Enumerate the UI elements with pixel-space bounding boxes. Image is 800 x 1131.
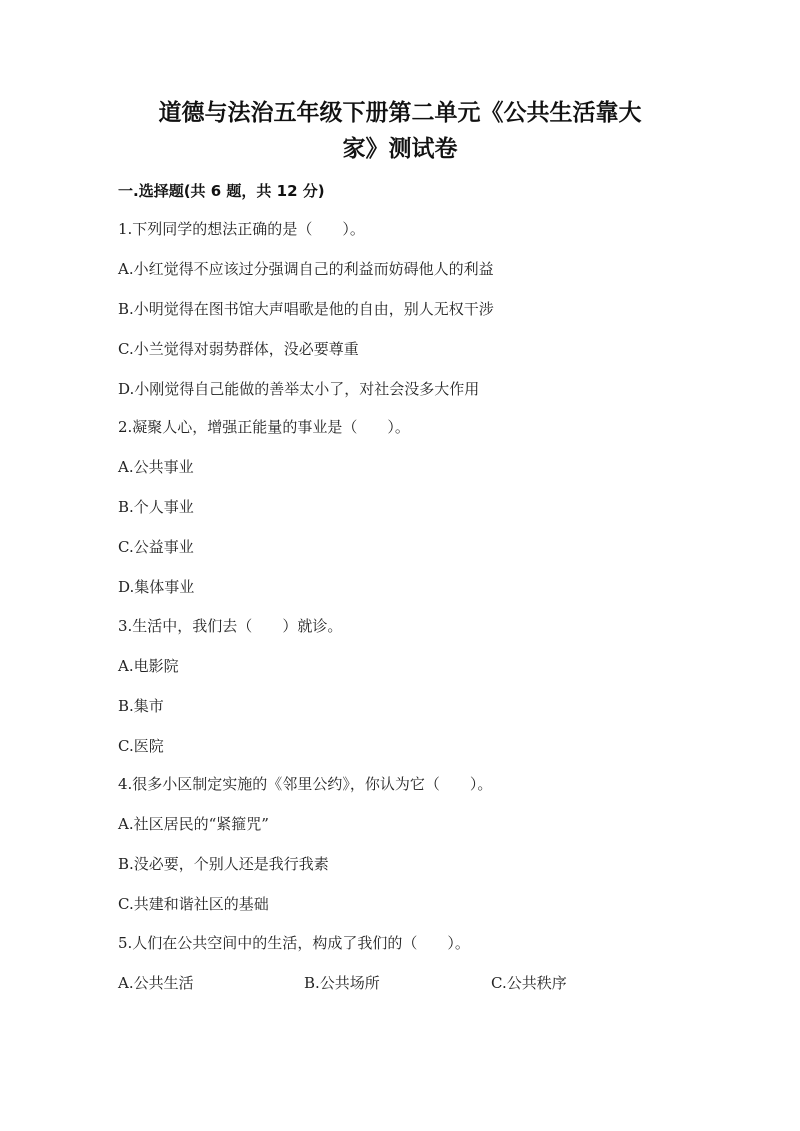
question-5-stem: 5.人们在公共空间中的生活，构成了我们的（ ）。 bbox=[118, 934, 470, 952]
question-5-option-a: A.公共生活 bbox=[118, 974, 194, 992]
question-2-option-d: D.集体事业 bbox=[118, 578, 195, 596]
question-1-option-a: A.小红觉得不应该过分强调自己的利益而妨碍他人的利益 bbox=[118, 260, 494, 278]
section-heading: 一.选择题(共 6 题，共 12 分) bbox=[118, 182, 325, 200]
question-1-option-c: C.小兰觉得对弱势群体，没必要尊重 bbox=[118, 340, 359, 358]
question-2-option-a: A.公共事业 bbox=[118, 458, 194, 476]
question-3-option-a: A.电影院 bbox=[118, 657, 179, 675]
question-1-stem: 1.下列同学的想法正确的是（ ）。 bbox=[118, 220, 365, 238]
question-4-option-a: A.社区居民的“紧箍咒” bbox=[118, 815, 269, 833]
question-2-option-b: B.个人事业 bbox=[118, 498, 194, 516]
question-4-option-c: C.共建和谐社区的基础 bbox=[118, 895, 269, 913]
question-4-option-b: B.没必要，个别人还是我行我素 bbox=[118, 855, 329, 873]
exam-title-line-1: 道德与法治五年级下册第二单元《公共生活靠大 bbox=[158, 100, 642, 126]
exam-title-line-2: 家》测试卷 bbox=[342, 136, 458, 162]
question-4-stem: 4.很多小区制定实施的《邻里公约》，你认为它（ ）。 bbox=[118, 775, 493, 793]
question-3-option-c: C.医院 bbox=[118, 737, 164, 755]
question-3-option-b: B.集市 bbox=[118, 697, 164, 715]
question-5-option-b: B.公共场所 bbox=[304, 974, 380, 992]
question-5-option-c: C.公共秩序 bbox=[491, 974, 567, 992]
question-2-option-c: C.公益事业 bbox=[118, 538, 194, 556]
question-3-stem: 3.生活中，我们去（ ）就诊。 bbox=[118, 617, 343, 635]
question-1-option-d: D.小刚觉得自己能做的善举太小了，对社会没多大作用 bbox=[118, 380, 480, 398]
question-2-stem: 2.凝聚人心，增强正能量的事业是（ ）。 bbox=[118, 418, 410, 436]
question-1-option-b: B.小明觉得在图书馆大声唱歌是他的自由，别人无权干涉 bbox=[118, 300, 494, 318]
